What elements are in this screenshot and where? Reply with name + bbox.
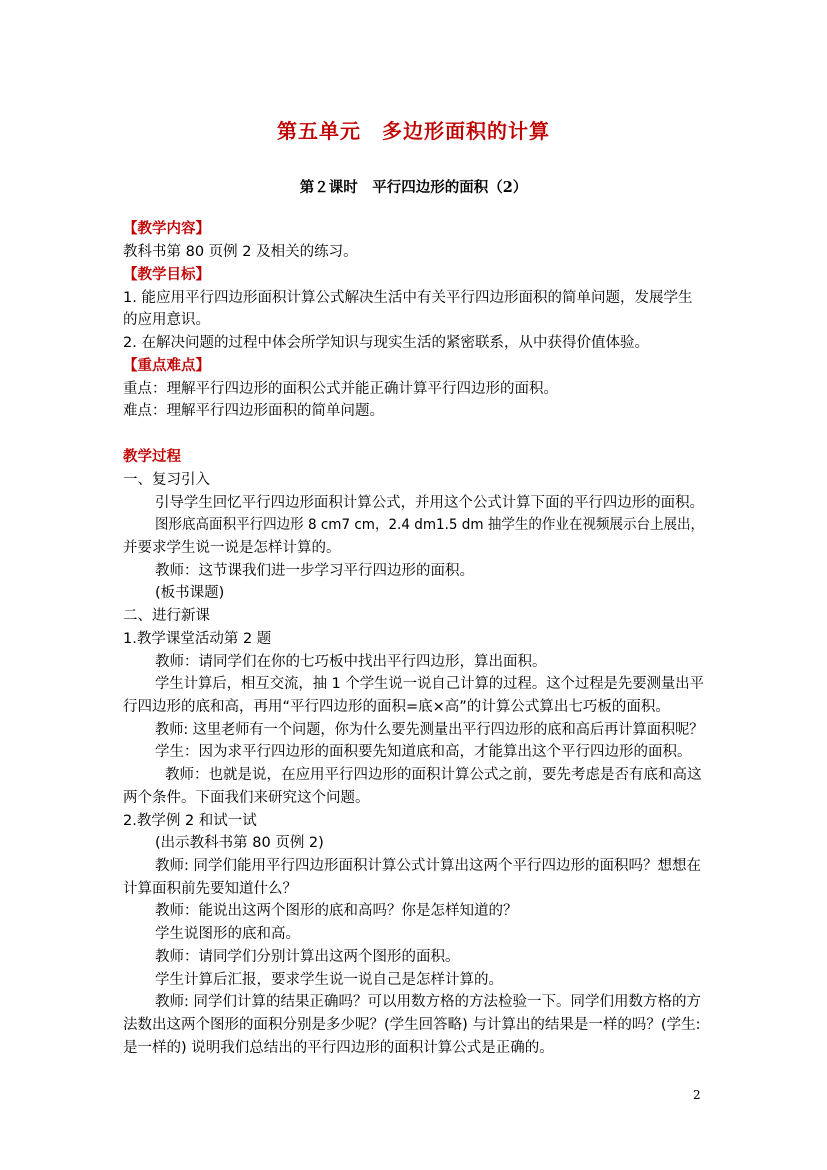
paragraph-line: 教师: 这里老师有一个问题，你为什么要先测量出平行四边形的底和高后再计算面积呢？ <box>155 722 704 738</box>
paragraph-line: 教师：请同学们在你的七巧板中找出平行四边形，算出面积。 <box>155 654 547 670</box>
paragraph-line: 学生：因为求平行四边形的面积要先知道底和高，才能算出这个平行四边形的面积。 <box>155 744 692 760</box>
difficult-point: 难点：理解平行四边形面积的简单问题。 <box>123 403 384 419</box>
paragraph-line: 图形底高面积平行四边形 8 cm7 cm，2.4 dm1.5 dm 抽学生的作业在视频展示台上展出， <box>155 517 705 533</box>
content-heading: 【教学内容】 <box>123 221 210 237</box>
content-text: 教科书第 80 页例 2 及相关的练习。 <box>123 244 358 260</box>
paragraph-line: 行四边形的底和高，再用“平行四边形的面积=底×高”的计算公式算出七巧板的面积。 <box>123 699 670 715</box>
goal-1-line-1: 1. 能应用平行四边形面积计算公式解决生活中有关平行四边形面积的简单问题，发展学生 <box>123 290 693 306</box>
paragraph-line: 教师：能说出这两个图形的底和高吗？你是怎样知道的？ <box>155 903 518 919</box>
part-2-heading: 二、进行新课 <box>123 608 210 624</box>
paragraph-line: (板书课题) <box>155 585 225 601</box>
paragraph-line: 教师：请同学们分别计算出这两个图形的面积。 <box>155 949 460 965</box>
paragraph-line: 两个条件。下面我们来研究这个问题。 <box>123 790 370 806</box>
paragraph-line: 教师：这节课我们进一步学习平行四边形的面积。 <box>155 563 474 579</box>
part-1-heading: 一、复习引入 <box>123 472 210 488</box>
unit-title: 第五单元 多边形面积的计算 <box>277 119 550 143</box>
paragraph-line: 学生计算后汇报，要求学生说一说自己是怎样计算的。 <box>155 972 503 988</box>
paragraph-line: 引导学生回忆平行四边形面积计算公式，并用这个公式计算下面的平行四边形的面积。 <box>155 495 704 511</box>
paragraph-line: 教师：也就是说，在应用平行四边形的面积计算公式之前，要先考虑是否有底和高这 <box>165 767 702 783</box>
paragraph-line: 计算面积前先要知道什么？ <box>123 881 297 897</box>
process-heading: 教学过程 <box>123 449 181 465</box>
paragraph-line: (出示教科书第 80 页例 2) <box>155 835 324 851</box>
lesson-subtitle: 第２课时 平行四边形的面积（2） <box>299 179 528 196</box>
paragraph-line: 教师: 同学们计算的结果正确吗？可以用数方格的方法检验一下。同学们用数方格的方 <box>155 994 701 1010</box>
page-number: 2 <box>693 1088 701 1102</box>
paragraph-line: 学生计算后，相互交流，抽 1 个学生说一说自己计算的过程。这个过程是先要测量出平 <box>155 676 704 692</box>
key-heading: 【重点难点】 <box>123 358 210 374</box>
paragraph-line: 并要求学生说一说是怎样计算的。 <box>123 540 341 556</box>
paragraph-line: 法数出这两个图形的面积分别是多少呢？(学生回答略) 与计算出的结果是一样的吗？(学生: <box>123 1017 701 1033</box>
paragraph-line: 是一样的) 说明我们总结出的平行四边形的面积计算公式是正确的。 <box>123 1040 554 1056</box>
goals-heading: 【教学目标】 <box>123 267 210 283</box>
section-1-heading: 1.教学课堂活动第 2 题 <box>123 631 272 647</box>
paragraph-line: 学生说图形的底和高。 <box>155 926 300 942</box>
key-point: 重点：理解平行四边形的面积公式并能正确计算平行四边形的面积。 <box>123 381 558 397</box>
goal-2: 2. 在解决问题的过程中体会所学知识与现实生活的紧密联系，从中获得价值体验。 <box>123 335 649 351</box>
section-2-heading: 2.教学例 2 和试一试 <box>123 813 257 829</box>
goal-1-line-2: 的应用意识。 <box>123 312 210 328</box>
paragraph-line: 教师: 同学们能用平行四边形面积计算公式计算出这两个平行四边形的面积吗？想想在 <box>155 858 701 874</box>
